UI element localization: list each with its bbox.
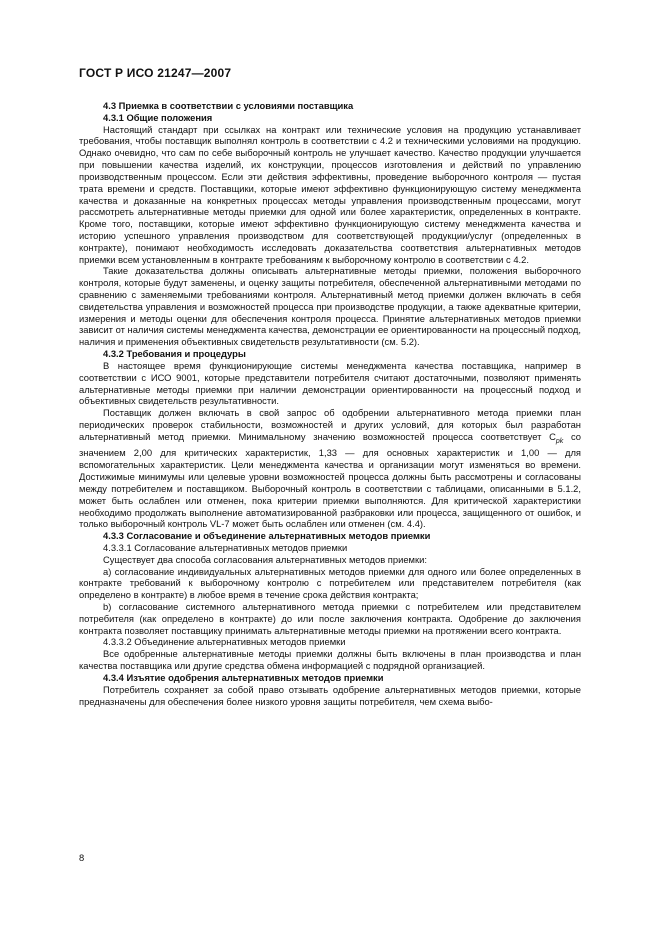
paragraph-requirements-2-end: со значением 2,00 для критических характеристик, 1,33 — для основных характеристик и 1,00 — для вспомогательных характеристик. Цели менеджмента качества и организации могут изменяться во времени. Достижимые минимумы или целевые уровни возможностей процесса должны быть рассмотрены и согласованы между потребителем и поставщиком. Выборочный контроль в соответствии с таблицами, описанными в 5.1.2, может быть ослаблен или отменен, пока критерии приемки выполняются. Для критической характеристики необходимо продолжать выполнение автоматизированной разбраковки или процесса, защищенного от ошибок, и только выборочный контроль VL-7 может быть ослаблен или отменен (см. 4.4). xyxy=(79,430,581,530)
page-number: 8 xyxy=(79,852,85,863)
paragraph-general-2: Такие доказательства должны описывать альтернативные методы приемки, положения выборочного контроля, которые будут заменены, и оценку защиты потребителя, обеспеченной альтернативными методами по сравнению с заменяемыми требованиями контроля. Альтернативный метод приемки должен включать в себя свидетельства управления и возможностей процесса при производстве продукции, а также адекватные критерии, измерения и методы оценки для обеспечения контроля процесса. Принятие альтернативных методов приемки зависит от наличия системы менеджмента качества, демонстрации ее ориентированности на процессный подход, наличия и применения объективных свидетельств результативности (см. 5.2). xyxy=(79,265,581,348)
paragraph-withdrawal: Потребитель сохраняет за собой право отзывать одобрение альтернативных методов приемки, которые предназначены для обеспечения более низкого уровня защиты потребителя, чем схема выбо- xyxy=(79,683,581,707)
paragraph-general-1: Настоящий стандарт при ссылках на контракт или технические условия на продукцию устанавливает требования, чтобы поставщик выполнял контроль в соответствии с 4.2 и техническими условиями на продукцию. Однако очевидно, что сам по себе выборочный контроль не улучшает качество. Качество продукции улучшается при повышении качества изделий, их конструкции, процессов изготовления и действий по управлению производственным процессом. Если эти действия эффективны, проведение выборочного контроля — пустая трата времени и средств. Поставщики, которые имеют эффективно функционирующую систему менеджмента качества и доказанные на конкретных процессах методы управления производственным процессами, могут рассмотреть альтернативные методы приемки для одной или более характеристик, определенных в контракте. Кроме того, поставщики, которые имеют эффективно функционирующую систему менеджмента качества и историю успешного управления производством для соответствующей продукции/услуг (определенных в контракте), понимают необходимость исследовать доказательства соответствия альтернативных методов приемки всем установленным в контракте требованиям к выборочному контролю в соответствии с 4.2. xyxy=(79,123,581,265)
section-4-3-2-title: 4.3.2 Требования и процедуры xyxy=(103,348,246,360)
paragraph-requirements-2-start: Поставщик должен включать в свой запрос об одобрении альтернативного метода приемки план периодических проверок стабильности, возможностей и других условий, для которых был разработан альтернативный метод приемки. Минимальному значению возможностей процесса соответствует C xyxy=(79,407,581,442)
paragraph-requirements-1: В настоящее время функционирующие системы менеджмента качества поставщика, например в соответствии с ИСО 9001, которые представители потребителя считают достаточными, позволяют применять альтернативные методы приемки при наличии демонстрации ориентированности на процессный подход и объективных свидетельств результативности. xyxy=(79,359,581,407)
paragraph-requirements-2 xyxy=(79,407,581,530)
section-4-3-3-1-title: 4.3.3.1 Согласование альтернативных методов приемки xyxy=(103,541,348,553)
section-4-3-4-title: 4.3.4 Изъятие одобрения альтернативных методов приемки xyxy=(103,671,384,683)
section-4-3-1-title: 4.3.1 Общие положения xyxy=(103,111,213,123)
section-4-3-title: 4.3 Приемка в соответствии с условиями поставщика xyxy=(103,100,354,111)
section-4-3-3-title: 4.3.3 Согласование и объединение альтернативных методов приемки xyxy=(103,530,431,542)
cpk-subscript: pk xyxy=(555,437,564,445)
paragraph-integration: Все одобренные альтернативные методы приемки должны быть включены в план производства и план качества поставщика или другие средства обмена информацией с подрядной организацией. xyxy=(79,648,581,672)
section-4-3-3-2-title: 4.3.3.2 Объединение альтернативных методов приемки xyxy=(103,636,346,648)
document-header: ГОСТ Р ИСО 21247—2007 xyxy=(79,66,232,80)
list-item-a: а) согласование индивидуальных альтернативных методов приемки для одного или более определенных в контракте требований к выборочному контролю с потребителем или представителем потребителя (как определено в контракте) в любое время в течение срока действия контракта; xyxy=(79,565,581,601)
list-item-b: b) согласование системного альтернативного метода приемки с потребителем или представителем потребителя (как определено в контракте) до или после заключения контракта. Одобрение до заключения контракта позволяет поставщику принимать альтернативные методы приемки на протяжении всего контракта. xyxy=(79,601,581,636)
paragraph-agreement-intro: Существует два способа согласования альтернативных методов приемки: xyxy=(103,553,427,565)
document-body xyxy=(79,100,581,707)
